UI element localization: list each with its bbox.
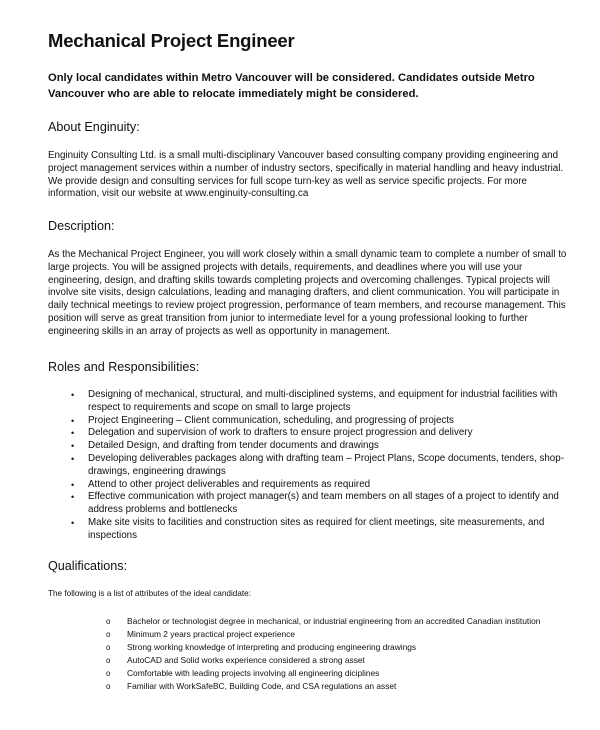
circle-bullet-icon: o	[106, 656, 111, 665]
list-item-text: Delegation and supervision of work to drafters to ensure project progression and delivery	[88, 427, 473, 439]
list-item	[48, 680, 568, 693]
roles-heading: Roles and Responsibilities:	[48, 360, 200, 374]
list-item	[48, 389, 568, 415]
bullet-icon: •	[71, 492, 75, 503]
bullet-icon: •	[71, 428, 75, 439]
circle-bullet-icon: o	[106, 682, 111, 691]
list-item-text: Bachelor or technologist degree in mechanical, or industrial engineering from an accredited Canadian institution	[127, 616, 541, 626]
qualifications-intro: The following is a list of attributes of the ideal candidate:	[48, 589, 251, 598]
list-item	[48, 415, 568, 428]
list-item-text: Project Engineering – Client communication, scheduling, and progressing of projects	[88, 414, 454, 426]
qualifications-heading: Qualifications:	[48, 559, 128, 573]
roles-list	[48, 389, 568, 543]
circle-bullet-icon: o	[106, 643, 111, 652]
about-text: Enginuity Consulting Ltd. is a small multi-disciplinary Vancouver based consulting company providing engineering and project management services within a number of industry sectors, specifically in material handling and heavy industrial. We provide design and consulting services for full scope turn-key as well as service specific projects. For more information, visit our website at www.enginuity-consulting.ca	[48, 150, 564, 200]
description-text: As the Mechanical Project Engineer, you will work closely within a small dynamic team to complete a number of small to large projects. You will be assigned projects with details, requirements, and deadlines where you will use your engineering, design, and drafting skills towards completing projects and overcoming challenges. Typical projects will involve site visits, design calculations, leading and managing drafters, and client communication. You will participate in daily technical meetings to review project progression, performance of team members, and recourse management. This position will serve as great transition from junior to intermediate level for a young professional looking to further engineering skills in an array of projects as well as opportunity in management.	[48, 249, 567, 337]
bullet-icon: •	[71, 441, 75, 452]
bullet-icon: •	[71, 453, 75, 464]
bullet-icon: •	[71, 479, 75, 490]
list-item-text: Strong working knowledge of interpreting and producing engineering drawings	[127, 642, 417, 652]
about-heading: About Enginuity:	[48, 120, 140, 134]
list-item	[48, 440, 568, 453]
list-item-text: Developing deliverables packages along with drafting team – Project Plans, Scope documents, tenders, shop-drawings, engineering drawings	[88, 452, 564, 477]
list-item-text: Familiar with WorkSafeBC, Building Code, and CSA regulations an asset	[127, 681, 397, 691]
bullet-icon: •	[71, 390, 75, 400]
list-item	[48, 453, 568, 479]
list-item	[48, 641, 568, 654]
list-item	[48, 479, 568, 492]
list-item-text: Designing of mechanical, structural, and multi-disciplined systems, and equipment for industrial facilities with respect to requirements and scope on small to large projects	[88, 389, 558, 413]
page-title: Mechanical Project Engineer	[48, 30, 295, 51]
list-item-text: Attend to other project deliverables and requirements as required	[88, 478, 371, 490]
list-item	[48, 517, 568, 543]
description-heading: Description:	[48, 219, 115, 233]
list-item	[48, 667, 568, 680]
location-notice: Only local candidates within Metro Vancouver will be considered. Candidates outside Metro Vancouver who are able to relocate immediately might be considered.	[48, 72, 535, 100]
bullet-icon: •	[71, 415, 75, 426]
list-item	[48, 427, 568, 440]
list-item-text: Detailed Design, and drafting from tender documents and drawings	[88, 440, 379, 452]
list-item	[48, 615, 568, 628]
list-item-text: Comfortable with leading projects involving all engineering diciplines	[127, 668, 380, 678]
list-item-text: AutoCAD and Solid works experience considered a strong asset	[127, 655, 365, 665]
list-item	[48, 654, 568, 667]
circle-bullet-icon: o	[106, 617, 111, 626]
qualifications-list	[48, 615, 568, 693]
list-item	[48, 628, 568, 641]
bullet-icon: •	[71, 517, 75, 528]
list-item-text: Effective communication with project manager(s) and team members on all stages of a project to identify and address problems and bottlenecks	[88, 491, 559, 516]
list-item-text: Make site visits to facilities and construction sites as required for client meetings, site measurements, and inspections	[88, 516, 545, 541]
list-item	[48, 491, 568, 517]
circle-bullet-icon: o	[106, 630, 111, 639]
circle-bullet-icon: o	[106, 669, 111, 678]
list-item-text: Minimum 2 years practical project experience	[127, 629, 296, 639]
